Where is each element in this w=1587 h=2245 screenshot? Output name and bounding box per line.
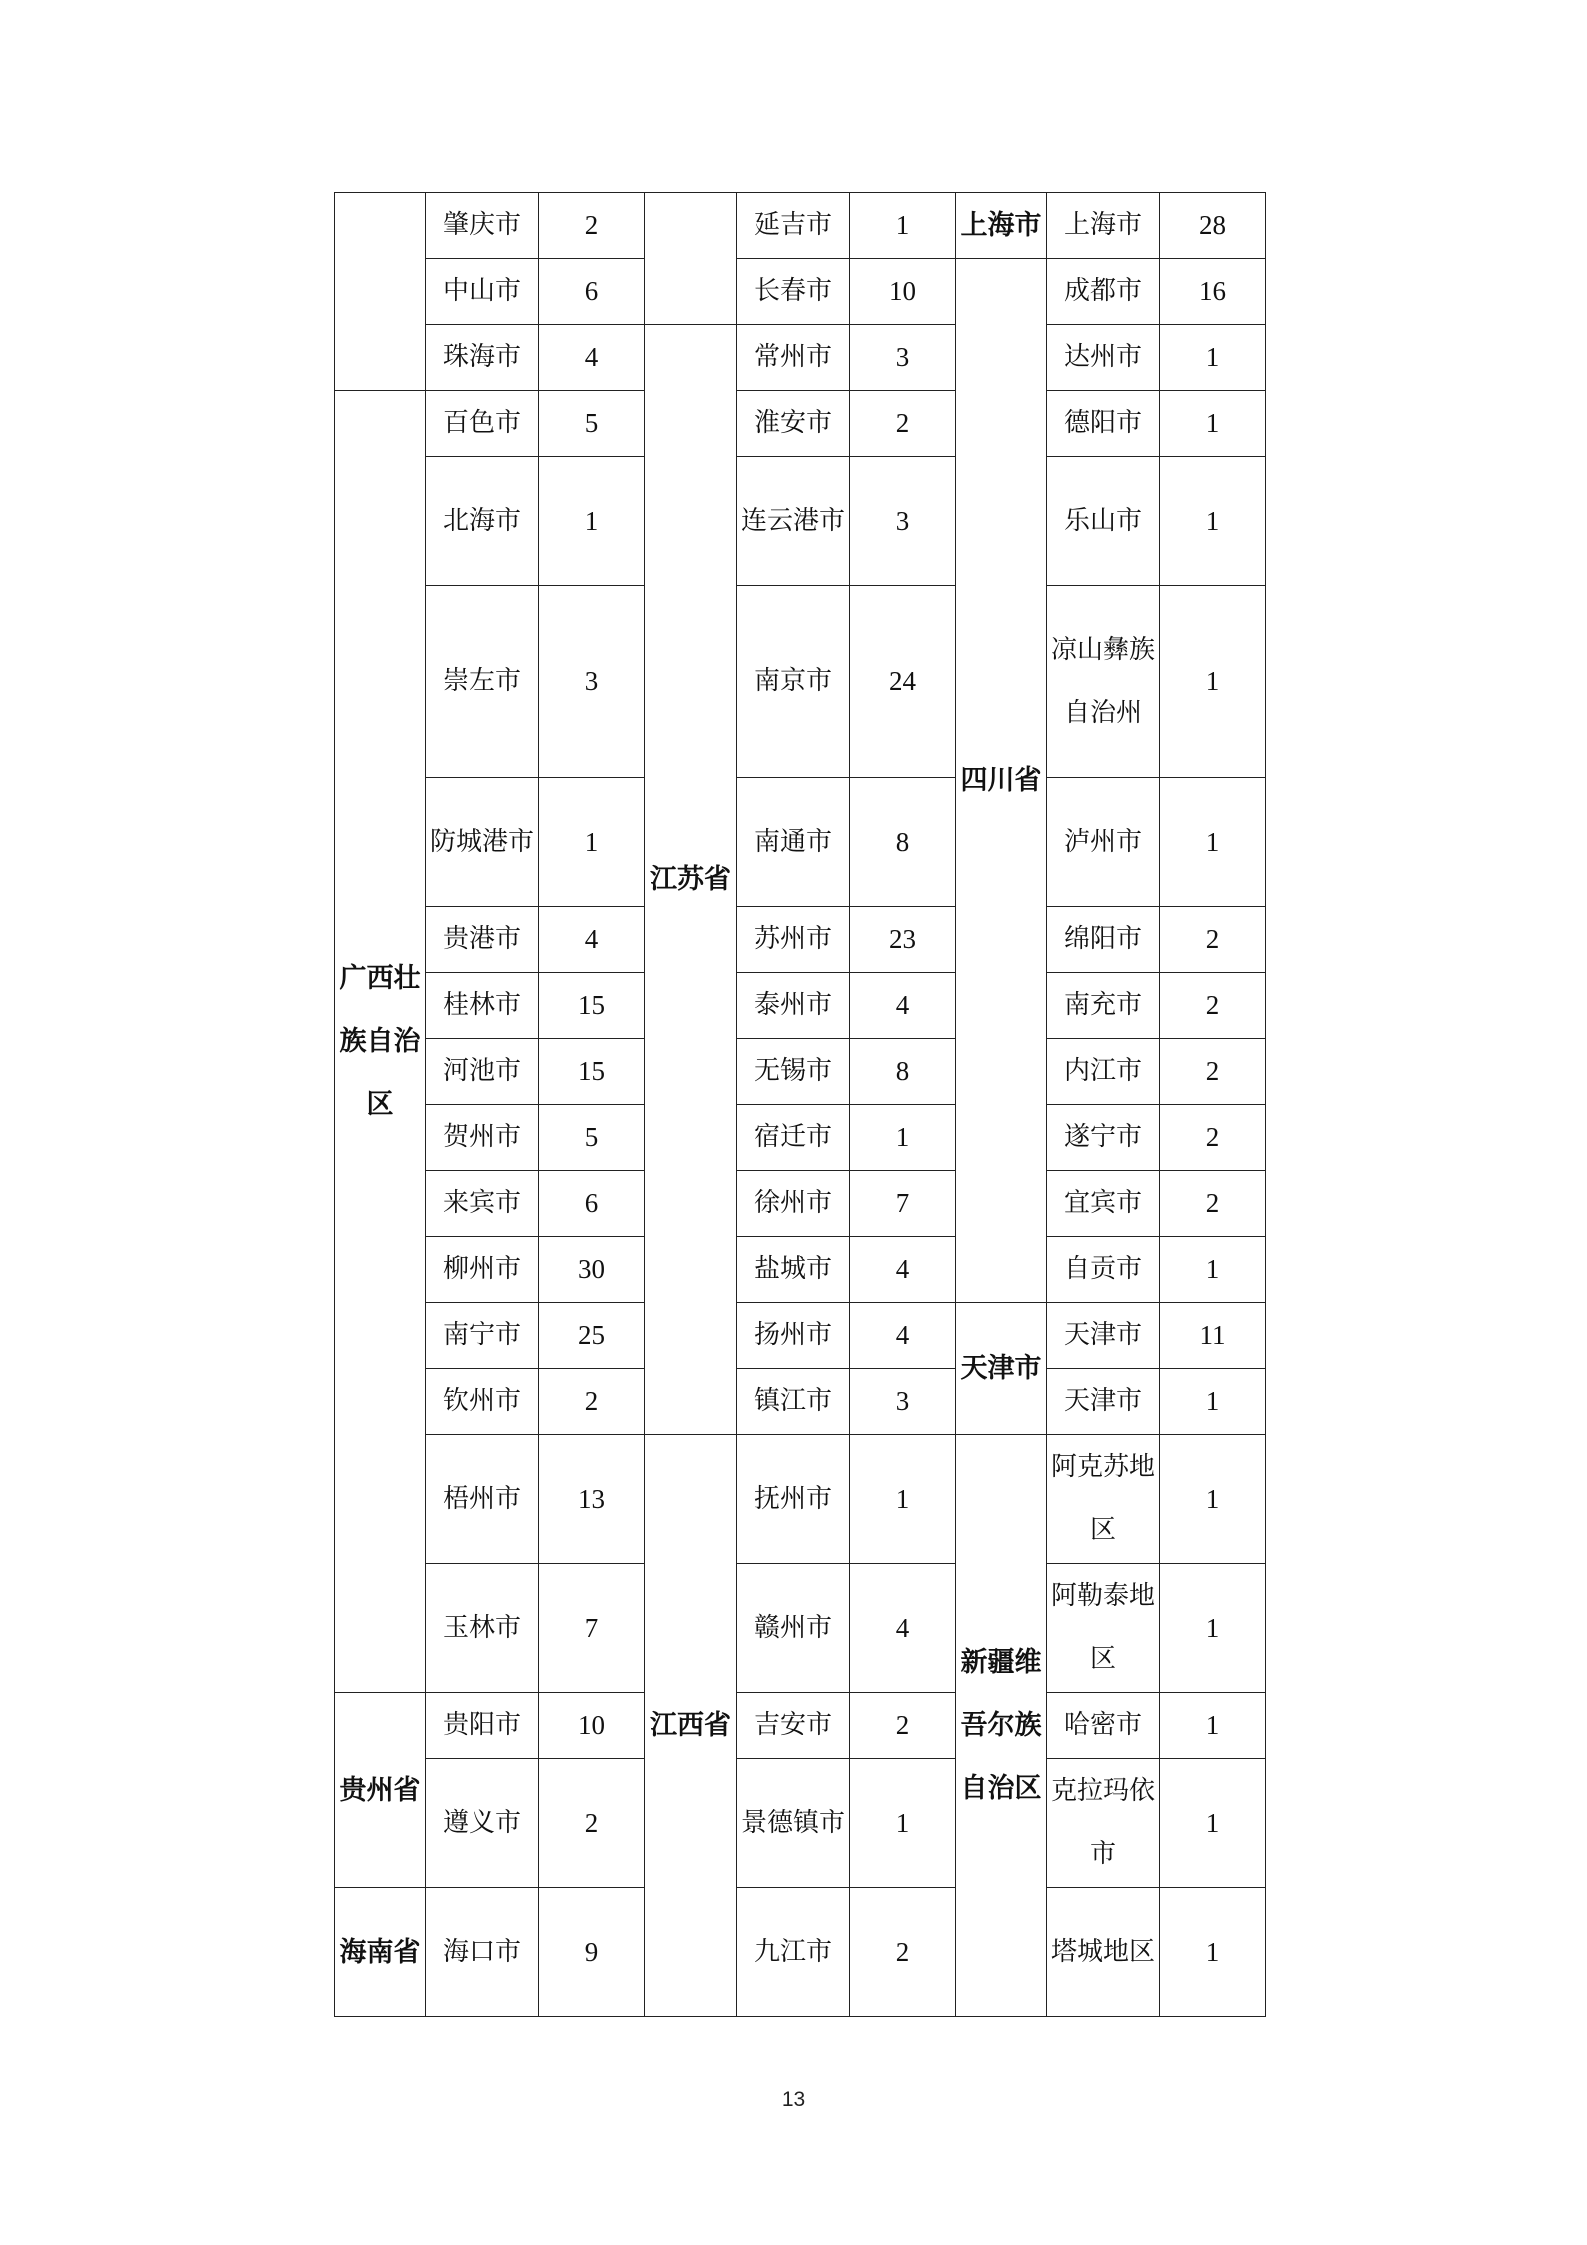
count-cell: 7 <box>850 1171 956 1237</box>
city-cell: 百色市 <box>426 391 539 457</box>
count-cell: 1 <box>1160 1369 1266 1435</box>
city-count-table <box>334 192 1266 2017</box>
city-cell: 塔城地区 <box>1047 1888 1160 2017</box>
province-cell <box>645 193 737 325</box>
city-cell: 乐山市 <box>1047 457 1160 586</box>
count-cell: 4 <box>850 1303 956 1369</box>
count-cell: 1 <box>1160 1693 1266 1759</box>
count-cell: 2 <box>850 1693 956 1759</box>
count-cell: 16 <box>1160 259 1266 325</box>
count-cell: 1 <box>539 778 645 907</box>
city-cell: 梧州市 <box>426 1435 539 1564</box>
count-cell: 2 <box>539 1759 645 1888</box>
table-row <box>335 1759 1266 1888</box>
city-cell: 达州市 <box>1047 325 1160 391</box>
city-cell: 贺州市 <box>426 1105 539 1171</box>
count-cell: 1 <box>1160 778 1266 907</box>
count-cell: 30 <box>539 1237 645 1303</box>
table-row <box>335 457 1266 586</box>
count-cell: 3 <box>850 1369 956 1435</box>
city-cell: 崇左市 <box>426 586 539 778</box>
count-cell: 3 <box>850 457 956 586</box>
city-cell: 河池市 <box>426 1039 539 1105</box>
count-cell: 4 <box>850 1564 956 1693</box>
count-cell: 24 <box>850 586 956 778</box>
count-cell: 1 <box>850 1105 956 1171</box>
count-cell: 2 <box>850 1888 956 2017</box>
city-cell: 南通市 <box>737 778 850 907</box>
city-cell: 肇庆市 <box>426 193 539 259</box>
count-cell: 10 <box>850 259 956 325</box>
table-row <box>335 1888 1266 2017</box>
count-cell: 1 <box>1160 1237 1266 1303</box>
city-cell: 凉山彝族自治州 <box>1047 586 1160 778</box>
table-row <box>335 1564 1266 1693</box>
count-cell: 3 <box>539 586 645 778</box>
city-cell: 内江市 <box>1047 1039 1160 1105</box>
count-cell: 1 <box>850 1759 956 1888</box>
city-cell: 抚州市 <box>737 1435 850 1564</box>
count-cell: 2 <box>1160 1039 1266 1105</box>
province-cell <box>335 193 426 391</box>
table-row <box>335 1171 1266 1237</box>
count-cell: 1 <box>1160 391 1266 457</box>
count-cell: 2 <box>850 391 956 457</box>
table-row <box>335 586 1266 778</box>
table-row <box>335 1435 1266 1564</box>
city-cell: 延吉市 <box>737 193 850 259</box>
city-cell: 南京市 <box>737 586 850 778</box>
city-cell: 成都市 <box>1047 259 1160 325</box>
count-cell: 10 <box>539 1693 645 1759</box>
city-cell: 常州市 <box>737 325 850 391</box>
city-cell: 贵阳市 <box>426 1693 539 1759</box>
page-number: 13 <box>781 2088 806 2111</box>
city-cell: 德阳市 <box>1047 391 1160 457</box>
count-cell: 6 <box>539 1171 645 1237</box>
count-cell: 15 <box>539 973 645 1039</box>
count-cell: 1 <box>850 1435 956 1564</box>
city-cell: 克拉玛依市 <box>1047 1759 1160 1888</box>
city-cell: 宜宾市 <box>1047 1171 1160 1237</box>
count-cell: 7 <box>539 1564 645 1693</box>
count-cell: 1 <box>1160 457 1266 586</box>
count-cell: 2 <box>539 1369 645 1435</box>
count-cell: 2 <box>1160 973 1266 1039</box>
province-cell: 贵州省 <box>335 1693 426 1888</box>
city-cell: 苏州市 <box>737 907 850 973</box>
province-cell: 江苏省 <box>645 325 737 1435</box>
count-cell: 1 <box>1160 1888 1266 2017</box>
city-cell: 柳州市 <box>426 1237 539 1303</box>
province-cell: 四川省 <box>956 259 1047 1303</box>
table-row <box>335 1105 1266 1171</box>
city-cell: 天津市 <box>1047 1303 1160 1369</box>
province-cell: 天津市 <box>956 1303 1047 1435</box>
count-cell: 4 <box>850 1237 956 1303</box>
table-row <box>335 1237 1266 1303</box>
province-cell: 广西壮族自治区 <box>335 391 426 1693</box>
city-cell: 北海市 <box>426 457 539 586</box>
province-cell: 新疆维吾尔族自治区 <box>956 1435 1047 2017</box>
count-cell: 6 <box>539 259 645 325</box>
city-cell: 无锡市 <box>737 1039 850 1105</box>
count-cell: 4 <box>539 325 645 391</box>
table-row <box>335 1039 1266 1105</box>
count-cell: 1 <box>1160 586 1266 778</box>
count-cell: 8 <box>850 1039 956 1105</box>
city-cell: 天津市 <box>1047 1369 1160 1435</box>
table-row <box>335 973 1266 1039</box>
count-cell: 11 <box>1160 1303 1266 1369</box>
count-cell: 5 <box>539 1105 645 1171</box>
city-cell: 赣州市 <box>737 1564 850 1693</box>
city-cell: 徐州市 <box>737 1171 850 1237</box>
city-cell: 淮安市 <box>737 391 850 457</box>
count-cell: 1 <box>1160 1564 1266 1693</box>
city-cell: 泸州市 <box>1047 778 1160 907</box>
table-row <box>335 1303 1266 1369</box>
city-cell: 贵港市 <box>426 907 539 973</box>
city-cell: 南充市 <box>1047 973 1160 1039</box>
count-cell: 2 <box>1160 1171 1266 1237</box>
city-cell: 阿克苏地区 <box>1047 1435 1160 1564</box>
city-cell: 扬州市 <box>737 1303 850 1369</box>
province-cell: 上海市 <box>956 193 1047 259</box>
city-cell: 长春市 <box>737 259 850 325</box>
count-cell: 3 <box>850 325 956 391</box>
city-cell: 南宁市 <box>426 1303 539 1369</box>
count-cell: 15 <box>539 1039 645 1105</box>
count-cell: 13 <box>539 1435 645 1564</box>
city-cell: 海口市 <box>426 1888 539 2017</box>
table-row <box>335 778 1266 907</box>
table-row <box>335 391 1266 457</box>
city-cell: 防城港市 <box>426 778 539 907</box>
count-cell: 28 <box>1160 193 1266 259</box>
table-row <box>335 907 1266 973</box>
city-cell: 遵义市 <box>426 1759 539 1888</box>
city-cell: 哈密市 <box>1047 1693 1160 1759</box>
count-cell: 8 <box>850 778 956 907</box>
city-cell: 吉安市 <box>737 1693 850 1759</box>
province-cell: 江西省 <box>645 1435 737 2017</box>
province-cell: 海南省 <box>335 1888 426 2017</box>
table-row <box>335 259 1266 325</box>
count-cell: 23 <box>850 907 956 973</box>
city-cell: 上海市 <box>1047 193 1160 259</box>
city-cell: 遂宁市 <box>1047 1105 1160 1171</box>
count-cell: 4 <box>539 907 645 973</box>
count-cell: 2 <box>1160 907 1266 973</box>
city-cell: 镇江市 <box>737 1369 850 1435</box>
city-cell: 中山市 <box>426 259 539 325</box>
city-cell: 九江市 <box>737 1888 850 2017</box>
count-cell: 5 <box>539 391 645 457</box>
count-cell: 2 <box>539 193 645 259</box>
city-cell: 来宾市 <box>426 1171 539 1237</box>
count-cell: 25 <box>539 1303 645 1369</box>
city-cell: 桂林市 <box>426 973 539 1039</box>
table-row <box>335 193 1266 259</box>
count-cell: 2 <box>1160 1105 1266 1171</box>
count-cell: 9 <box>539 1888 645 2017</box>
count-cell: 1 <box>1160 1435 1266 1564</box>
city-cell: 盐城市 <box>737 1237 850 1303</box>
city-cell: 泰州市 <box>737 973 850 1039</box>
city-cell: 宿迁市 <box>737 1105 850 1171</box>
count-cell: 1 <box>539 457 645 586</box>
city-cell: 玉林市 <box>426 1564 539 1693</box>
city-cell: 珠海市 <box>426 325 539 391</box>
city-cell: 景德镇市 <box>737 1759 850 1888</box>
count-cell: 1 <box>1160 1759 1266 1888</box>
table-row <box>335 325 1266 391</box>
count-cell: 1 <box>850 193 956 259</box>
city-cell: 阿勒泰地区 <box>1047 1564 1160 1693</box>
city-cell: 绵阳市 <box>1047 907 1160 973</box>
count-cell: 4 <box>850 973 956 1039</box>
city-cell: 连云港市 <box>737 457 850 586</box>
count-cell: 1 <box>1160 325 1266 391</box>
table-row <box>335 1693 1266 1759</box>
city-cell: 钦州市 <box>426 1369 539 1435</box>
city-cell: 自贡市 <box>1047 1237 1160 1303</box>
table-row <box>335 1369 1266 1435</box>
